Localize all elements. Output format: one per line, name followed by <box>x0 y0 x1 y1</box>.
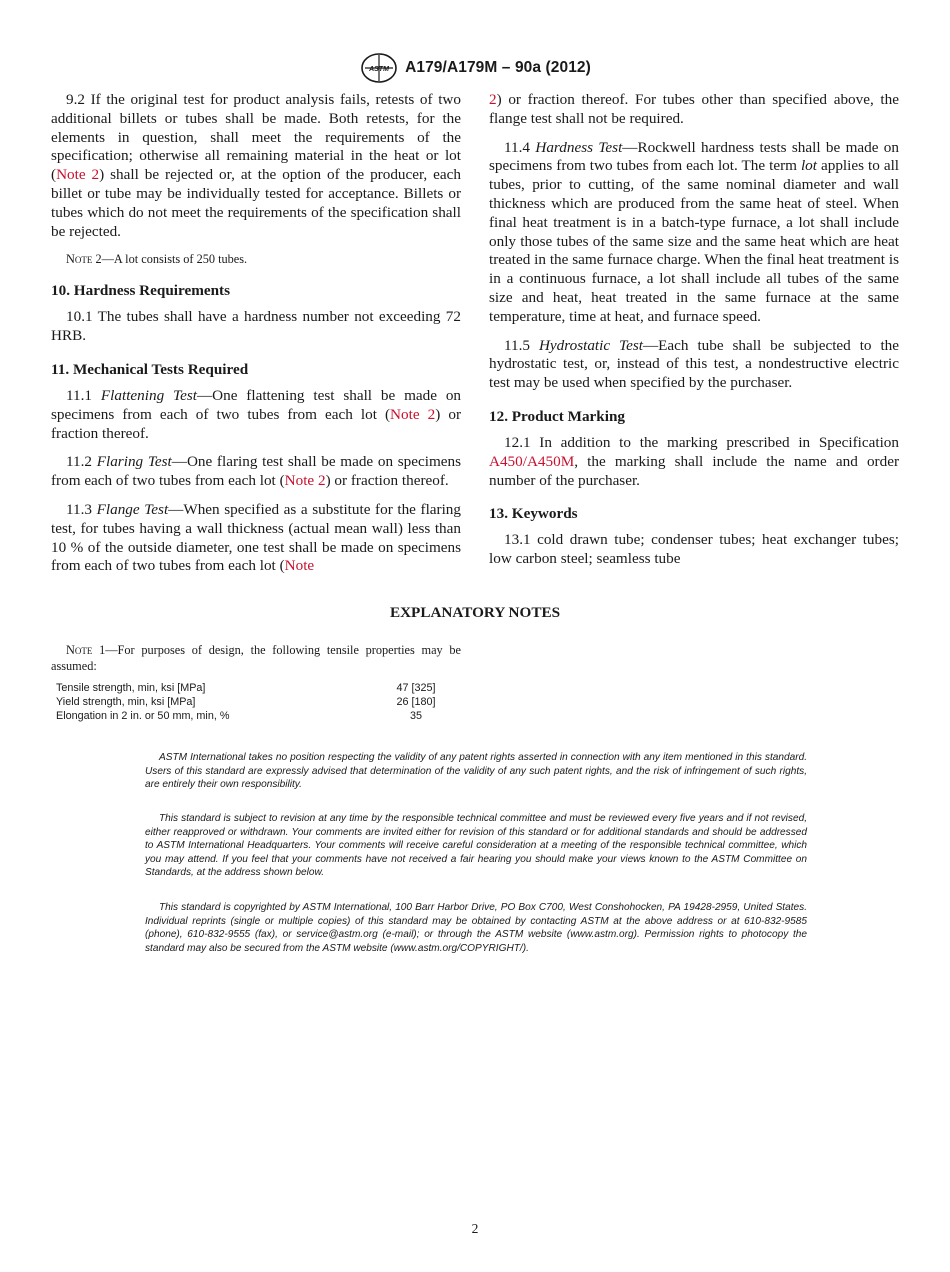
section-12-heading: 12. Product Marking <box>489 407 625 425</box>
astm-logo-icon <box>359 51 399 85</box>
paragraph-11-1: 11.1 Flattening Test—One flattening test shall be made on specimens from each of two tubes from each lot (Note 2) or fraction thereof. <box>51 386 462 442</box>
table-row <box>56 695 456 709</box>
paragraph-11-5: 11.5 Hydrostatic Test—Each tube shall be subjected to the hydrostatic test, or, instead of this test, a nondestructive electric test may be used when specified by the purchaser. <box>489 336 899 392</box>
right-column <box>489 91 899 579</box>
paragraph-12-1: 12.1 In addition to the marking prescribed in Specification A450/A450M, the marking shall include the name and order number of the purchaser. <box>489 433 899 489</box>
paragraph-11-2: 11.2 Flaring Test—One flaring test shall be made on specimens from each of two tubes from each lot (Note 2) or fraction thereof. <box>51 453 461 490</box>
property-name: Tensile strength, min, ksi [MPa] <box>56 682 206 694</box>
page-number: 2 <box>471 1221 479 1236</box>
paragraph-9-2: 9.2 If the original test for product analysis fails, retests of two additional billets or tubes shall be made. Both retests, for the elements in question, shall meet the requirements of the specification; otherwise all remaining material in the heat or lot (Note 2) shall be rejected or, at the option of the producer, each billet or tube may be individually tested for acceptance. Billets or tubes which do not meet the requirements of the specification shall be rejected. <box>51 91 461 240</box>
table-row <box>56 709 456 723</box>
note-2-link[interactable]: 2 <box>489 91 497 108</box>
revision-notice: This standard is subject to revision at any time by the responsible technical committee and must be reviewed every five years and if not revised, either reapproved or withdrawn. Your comments are invited either for revision of this standard or for additional standards and should be addressed to ASTM International Headquarters. Your comments will receive careful consideration at a meeting of the responsible technical committee, which you may attend. If you feel that your comments have not received a fair hearing you should make your views known to the ASTM Committee on Standards, at the address shown below. <box>145 813 807 879</box>
property-value: 26 [180] <box>396 696 436 709</box>
note-2-link[interactable]: Note 2 <box>284 472 326 490</box>
paragraph-10-1: 10.1 The tubes shall have a hardness number not exceeding 72 HRB. <box>51 308 461 345</box>
property-name: Yield strength, min, ksi [MPa] <box>56 696 196 709</box>
section-13-heading: 13. Keywords <box>489 505 578 523</box>
left-column <box>51 91 461 586</box>
patent-disclaimer: ASTM International takes no position respecting the validity of any patent rights asserted in connection with any item mentioned in this standard. Users of this standard are expressly advised that determination of the validity of any such patent rights, and the risk of infringement of such rights, are entirely their own responsibility. <box>145 752 807 791</box>
copyright-notice: This standard is copyrighted by ASTM International, 100 Barr Harbor Drive, PO Box C700, West Conshohocken, PA 19428-2959, United States. Individual reprints (single or multiple copies) of this standard may be obtained by contacting ASTM at the above address or at 610-832-9585 (phone), 610-832-9555 (fax), or service@astm.org (e-mail); or through the ASTM website (www.astm.org). Permission rights to photocopy the standard may also be secured from the ASTM website (www.astm.org/COPYRIGHT/). <box>145 902 807 954</box>
page-header <box>0 50 950 86</box>
note-2-link[interactable]: Note 2 <box>390 405 436 423</box>
explanatory-notes-title: EXPLANATORY NOTES <box>389 604 561 621</box>
paragraph-11-3-continued: 2) or fraction thereof. For tubes other than specified above, the flange test shall not be required. <box>489 91 899 127</box>
a450-spec-link[interactable]: A450/A450M <box>489 452 575 470</box>
tensile-properties-table <box>56 681 456 724</box>
section-10-heading: 10. Hardness Requirements <box>51 282 231 300</box>
document-id: A179/A179M – 90a (2012) <box>405 59 591 76</box>
paragraph-11-4: 11.4 Hardness Test—Rockwell hardness tests shall be made on specimens from two tubes from each lot. The term lot applies to all tubes, prior to cutting, of the same nominal diameter and wall thickness which are produced from the same heat of steel. When final heat treatment is in a batch-type furnace, a lot shall include only those tubes of the same size and the same heat which are heat treated in the same furnace charge. When the final heat treatment is in a continuous furnace, a lot shall include all tubes of the same size and heat, heat treated in the same furnace at the same temperature, time at heat, and furnace speed. <box>489 138 900 325</box>
note-2: Note 2—A lot consists of 250 tubes. <box>66 252 248 267</box>
note-2-link[interactable]: Note 2 <box>56 166 100 184</box>
svg-text:ASTM: ASTM <box>369 66 389 73</box>
property-value: 47 [325] <box>396 682 436 694</box>
table-row <box>56 681 456 695</box>
paragraph-13-1: 13.1 cold drawn tube; condenser tubes; heat exchanger tubes; low carbon steel; seamless tube <box>489 531 899 568</box>
section-11-heading: 11. Mechanical Tests Required <box>51 360 249 378</box>
property-value: 35 <box>409 710 422 723</box>
note-2-link[interactable]: Note <box>284 557 315 575</box>
paragraph-11-3: 11.3 Flange Test—When specified as a substitute for the flaring test, for tubes having a wall thickness (actual mean wall) less than 10 % of the outside diameter, one test shall be made on specimens from each of two tubes from each lot (Note <box>51 500 461 575</box>
explanatory-note-1: Note 1—For purposes of design, the following tensile properties may be assumed: <box>51 643 461 673</box>
property-name: Elongation in 2 in. or 50 mm, min, % <box>56 710 230 723</box>
